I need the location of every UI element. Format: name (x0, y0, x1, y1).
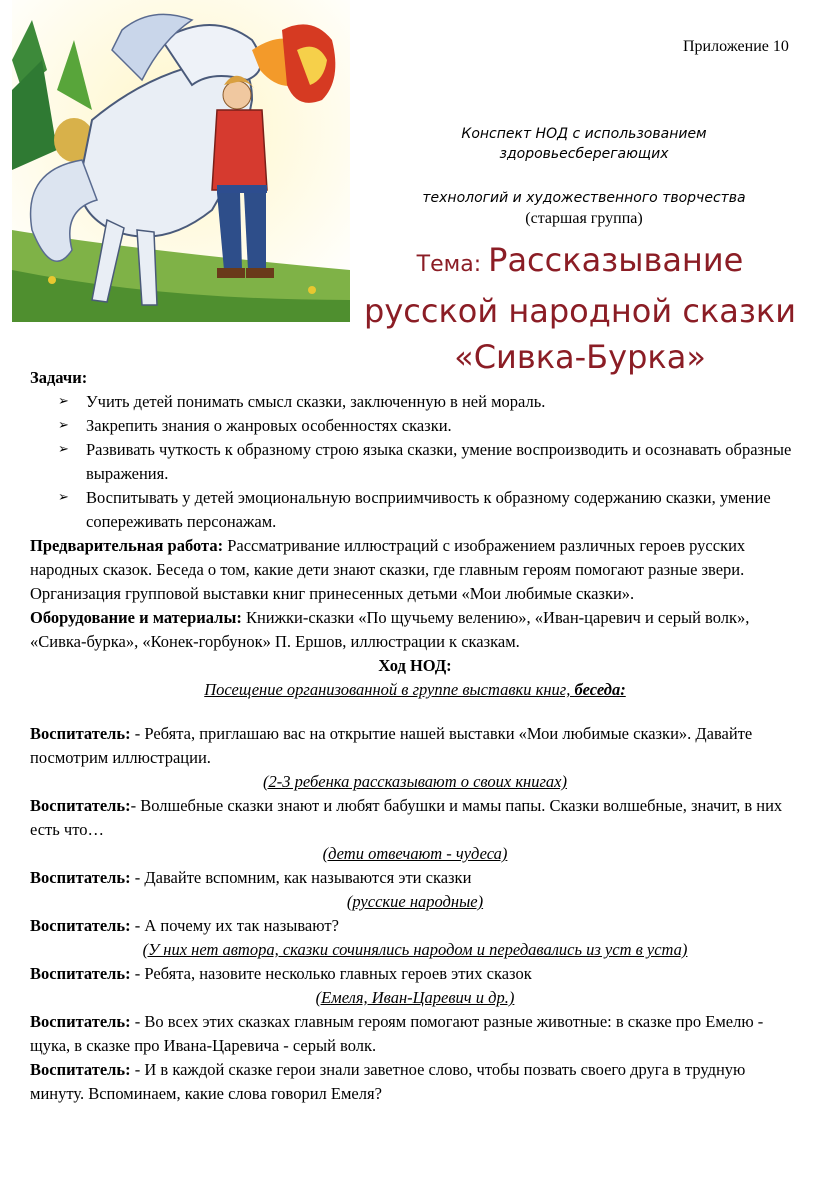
arrow-bullet-icon: ➢ (58, 490, 69, 505)
response-text: (русские народные) (346, 892, 484, 911)
children-response (30, 986, 800, 1010)
arrow-bullet-icon: ➢ (58, 442, 69, 457)
theme-text: Рассказывание русской народной сказки «Сивка-Бурка» (364, 241, 796, 376)
dialog-line (30, 1010, 800, 1058)
task-text: Закрепить знания о жанровых особенностях сказки. (86, 416, 452, 435)
task-text: Учить детей понимать смысл сказки, заключенную в ней мораль. (86, 392, 546, 411)
speaker-label: Воспитатель: (30, 1060, 131, 1079)
speaker-label: Воспитатель: (30, 724, 131, 743)
preliminary-work-text: Рассматривание иллюстраций с изображением различных героев русских народных сказок. Беседа о том, какие дети знают сказки, где главным героям помогают разные звери. Организация групповой выставки книг принесенных детьми «Мои любимые сказки». (30, 536, 746, 603)
dialog-text: - Во всех этих сказках главным героям помогают разные животные: в сказке про Емелю - щука, в сказке про Ивана-Царевича - серый волк. (30, 1012, 764, 1055)
dialog-text: - А почему их так называют? (130, 916, 339, 935)
theme-label: Тема: (416, 252, 489, 277)
task-text: Воспитывать у детей эмоциональную восприимчивость к образному содержанию сказки, умение сопереживать персонажам. (86, 488, 771, 531)
equipment-label: Оборудование и материалы: (30, 608, 242, 627)
task-item (30, 438, 800, 486)
response-text: (дети отвечают - чудеса) (322, 844, 508, 863)
dialog-text: - Ребята, приглашаю вас на открытие нашей выставки «Мои любимые сказки». Давайте посмотрим иллюстрации. (30, 724, 753, 767)
response-text: (2-3 ребенка рассказывают о своих книгах) (262, 772, 567, 791)
group-label: (старшая группа) (525, 210, 643, 227)
lesson-subtitle (380, 124, 788, 228)
lesson-progress-subtitle (30, 678, 800, 702)
fairy-tale-illustration (12, 0, 350, 322)
lesson-theme (360, 237, 800, 380)
lesson-progress-title: Ход НОД: (378, 656, 452, 675)
speaker-label: Воспитатель: (30, 916, 131, 935)
preliminary-work-label: Предварительная работа: (30, 536, 224, 555)
arrow-bullet-icon: ➢ (58, 394, 69, 409)
exhibition-visit: Посещение организованной в группе выставки книг, (204, 680, 575, 699)
children-response (30, 770, 800, 794)
speaker-label: Воспитатель: (30, 868, 131, 887)
arrow-bullet-icon: ➢ (58, 418, 69, 433)
children-response (30, 842, 800, 866)
tasks-heading: Задачи: (30, 368, 88, 387)
task-item (30, 414, 800, 438)
task-item (30, 390, 800, 414)
dialog-line (30, 866, 800, 890)
response-text: (Емеля, Иван-Царевич и др.) (315, 988, 515, 1007)
dialog-text: - Давайте вспомним, как называются эти сказки (130, 868, 472, 887)
dialog-text: - Ребята, назовите несколько главных героев этих сказок (130, 964, 532, 983)
appendix-number: Приложение 10 (683, 38, 789, 55)
dialog-line (30, 794, 800, 842)
speaker-label: Воспитатель: (30, 964, 131, 983)
response-text: (У них нет автора, сказки сочинялись народом и передавались из уст в уста) (142, 940, 688, 959)
speaker-label: Воспитатель: (30, 1012, 131, 1031)
tasks-list (30, 390, 800, 534)
conversation-label: беседа: (574, 680, 626, 699)
children-response (30, 938, 800, 962)
task-item (30, 486, 800, 534)
speaker-label: Воспитатель: (30, 796, 131, 815)
dialog-text: - Волшебные сказки знают и любят бабушки и мамы папы. Сказки волшебные, значит, в них есть что… (30, 796, 783, 839)
preliminary-work (30, 534, 800, 606)
task-text: Развивать чуткость к образному строю языка сказки, умение воспроизводить и осознавать образные выражения. (86, 440, 792, 483)
dialog-line (30, 722, 800, 770)
dialog-text: - И в каждой сказке герои знали заветное слово, чтобы позвать своего друга в трудную минуту. Вспоминаем, какие слова говорил Емеля? (30, 1060, 746, 1103)
subtitle-line-1: Конспект НОД с использованием здоровьесберегающих (461, 126, 707, 162)
equipment (30, 606, 800, 654)
subtitle-line-2: технологий и художественного творчества (422, 190, 746, 206)
children-response (30, 890, 800, 914)
dialog-line (30, 1058, 800, 1106)
equipment-text: Книжки-сказки «По щучьему велению», «Иван-царевич и серый волк», «Сивка-бурка», «Конек-горбунок» П. Ершов, иллюстрации к сказкам. (30, 608, 750, 651)
document-body (30, 366, 800, 1106)
dialog-line (30, 914, 800, 938)
dialog-line (30, 962, 800, 986)
